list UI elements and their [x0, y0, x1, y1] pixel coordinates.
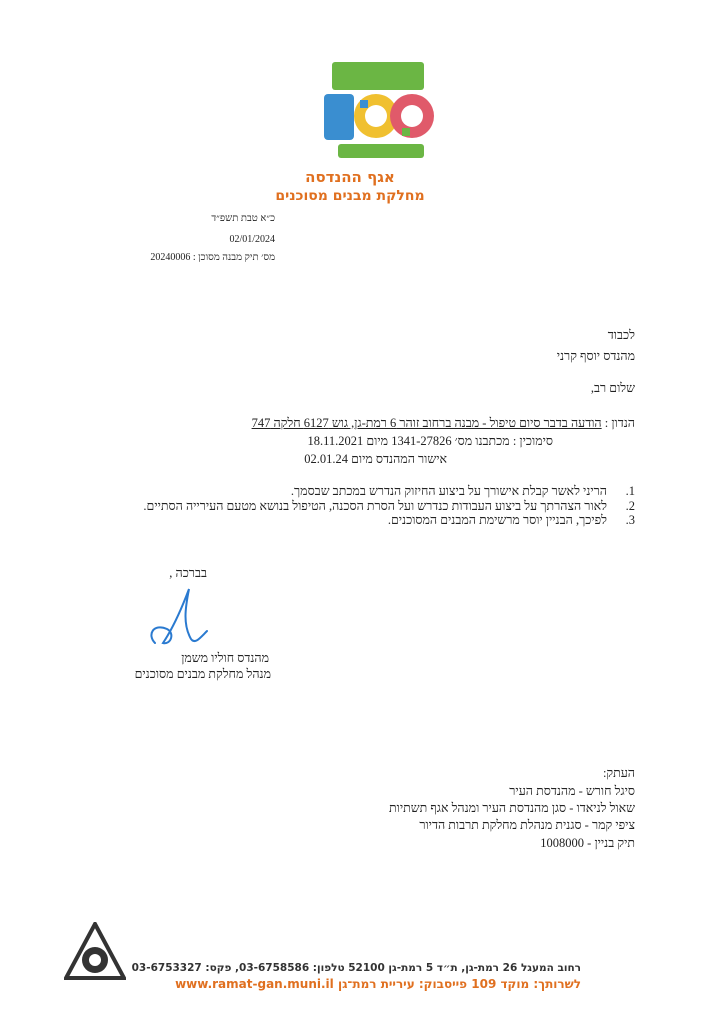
closing-blessing: בברכה ,: [169, 566, 207, 580]
signer-title: מנהל מחלקת מבנים מסוכנים: [134, 667, 271, 681]
letter-date: 02/01/2024: [229, 234, 275, 245]
footer-address: רחוב המעגל 26 רמת-גן, ת״ד 5 רמת-גן 52100 טלפון: 03-6758586, פקס: 03-6753327: [131, 962, 581, 974]
file-reference: מס׳ תיק מבנה מסוכן : 20240006: [150, 252, 275, 263]
subject-reference-1: סימוכין : מכתבנו מס׳ 1341-27826 מיום 18.11.2021: [307, 434, 553, 448]
subject-reference-2: אישור המהנדס מיום 02.01.24: [304, 452, 447, 466]
list-item: [115, 484, 635, 499]
department-title: אגף ההנדסה: [305, 168, 395, 186]
copy-line: תיק בניין - 1008000: [540, 836, 635, 850]
greeting: שלום רב,: [590, 381, 635, 395]
list-item-number: 2.: [625, 498, 635, 513]
subject-text: הודעה בדבר סיום טיפול - מבנה ברחוב זוהר 6 רמת-גן, גוש 6127 חלקה 747: [251, 416, 602, 430]
copy-line: סיגל חורש - מהנדסת העיר: [509, 784, 635, 798]
list-item-number: 3.: [625, 513, 635, 527]
copies-label: העתק:: [602, 766, 635, 780]
list-item-number: 1.: [625, 484, 635, 498]
signer-name: מהנדס חוליו משמן: [181, 651, 269, 665]
ramat-gan-100-logo: [318, 60, 438, 168]
recipient-name: מהנדס יוסף קרני: [556, 349, 635, 363]
list-item-text: הריני לאשר קבלת אישורך על ביצוע החיזוק הנדרש במכתב שבסמך.: [290, 484, 607, 498]
subject-label: הנדון :: [604, 416, 635, 430]
signature: [145, 585, 215, 651]
recipient-to: לכבוד: [607, 328, 635, 342]
footer-website[interactable]: לשרותך: מוקד 109 פייסבוק: עיריית רמת־גן www.ramat-gan.muni.il: [175, 977, 581, 991]
list-item-text: לאור הצהרתך על ביצוע העבודות כנדרש ועל הסרת הסכנה, הטיפול בנושא מטעם העירייה הסתיים.: [143, 498, 607, 513]
standards-institute-logo: [64, 922, 126, 990]
items-list: [115, 484, 635, 528]
list-item-text: לפיכך, הבניין יוסר מרשימת המבנים המסוכנים.: [387, 513, 607, 527]
copy-line: שאול לניאדו - סגן מהנדסת העיר ומנהל אגף תשתיות: [389, 801, 635, 815]
list-item: [115, 513, 635, 528]
division-title: מחלקת מבנים מסוכנים: [275, 188, 425, 204]
copy-line: ציפי קמר - סגנית מנהלת מחלקת תרבות הדיור: [419, 818, 635, 832]
list-item: [115, 499, 635, 514]
hebrew-date: כ״א טבת תשפ״ד: [211, 213, 275, 224]
subject-line: [252, 416, 635, 431]
